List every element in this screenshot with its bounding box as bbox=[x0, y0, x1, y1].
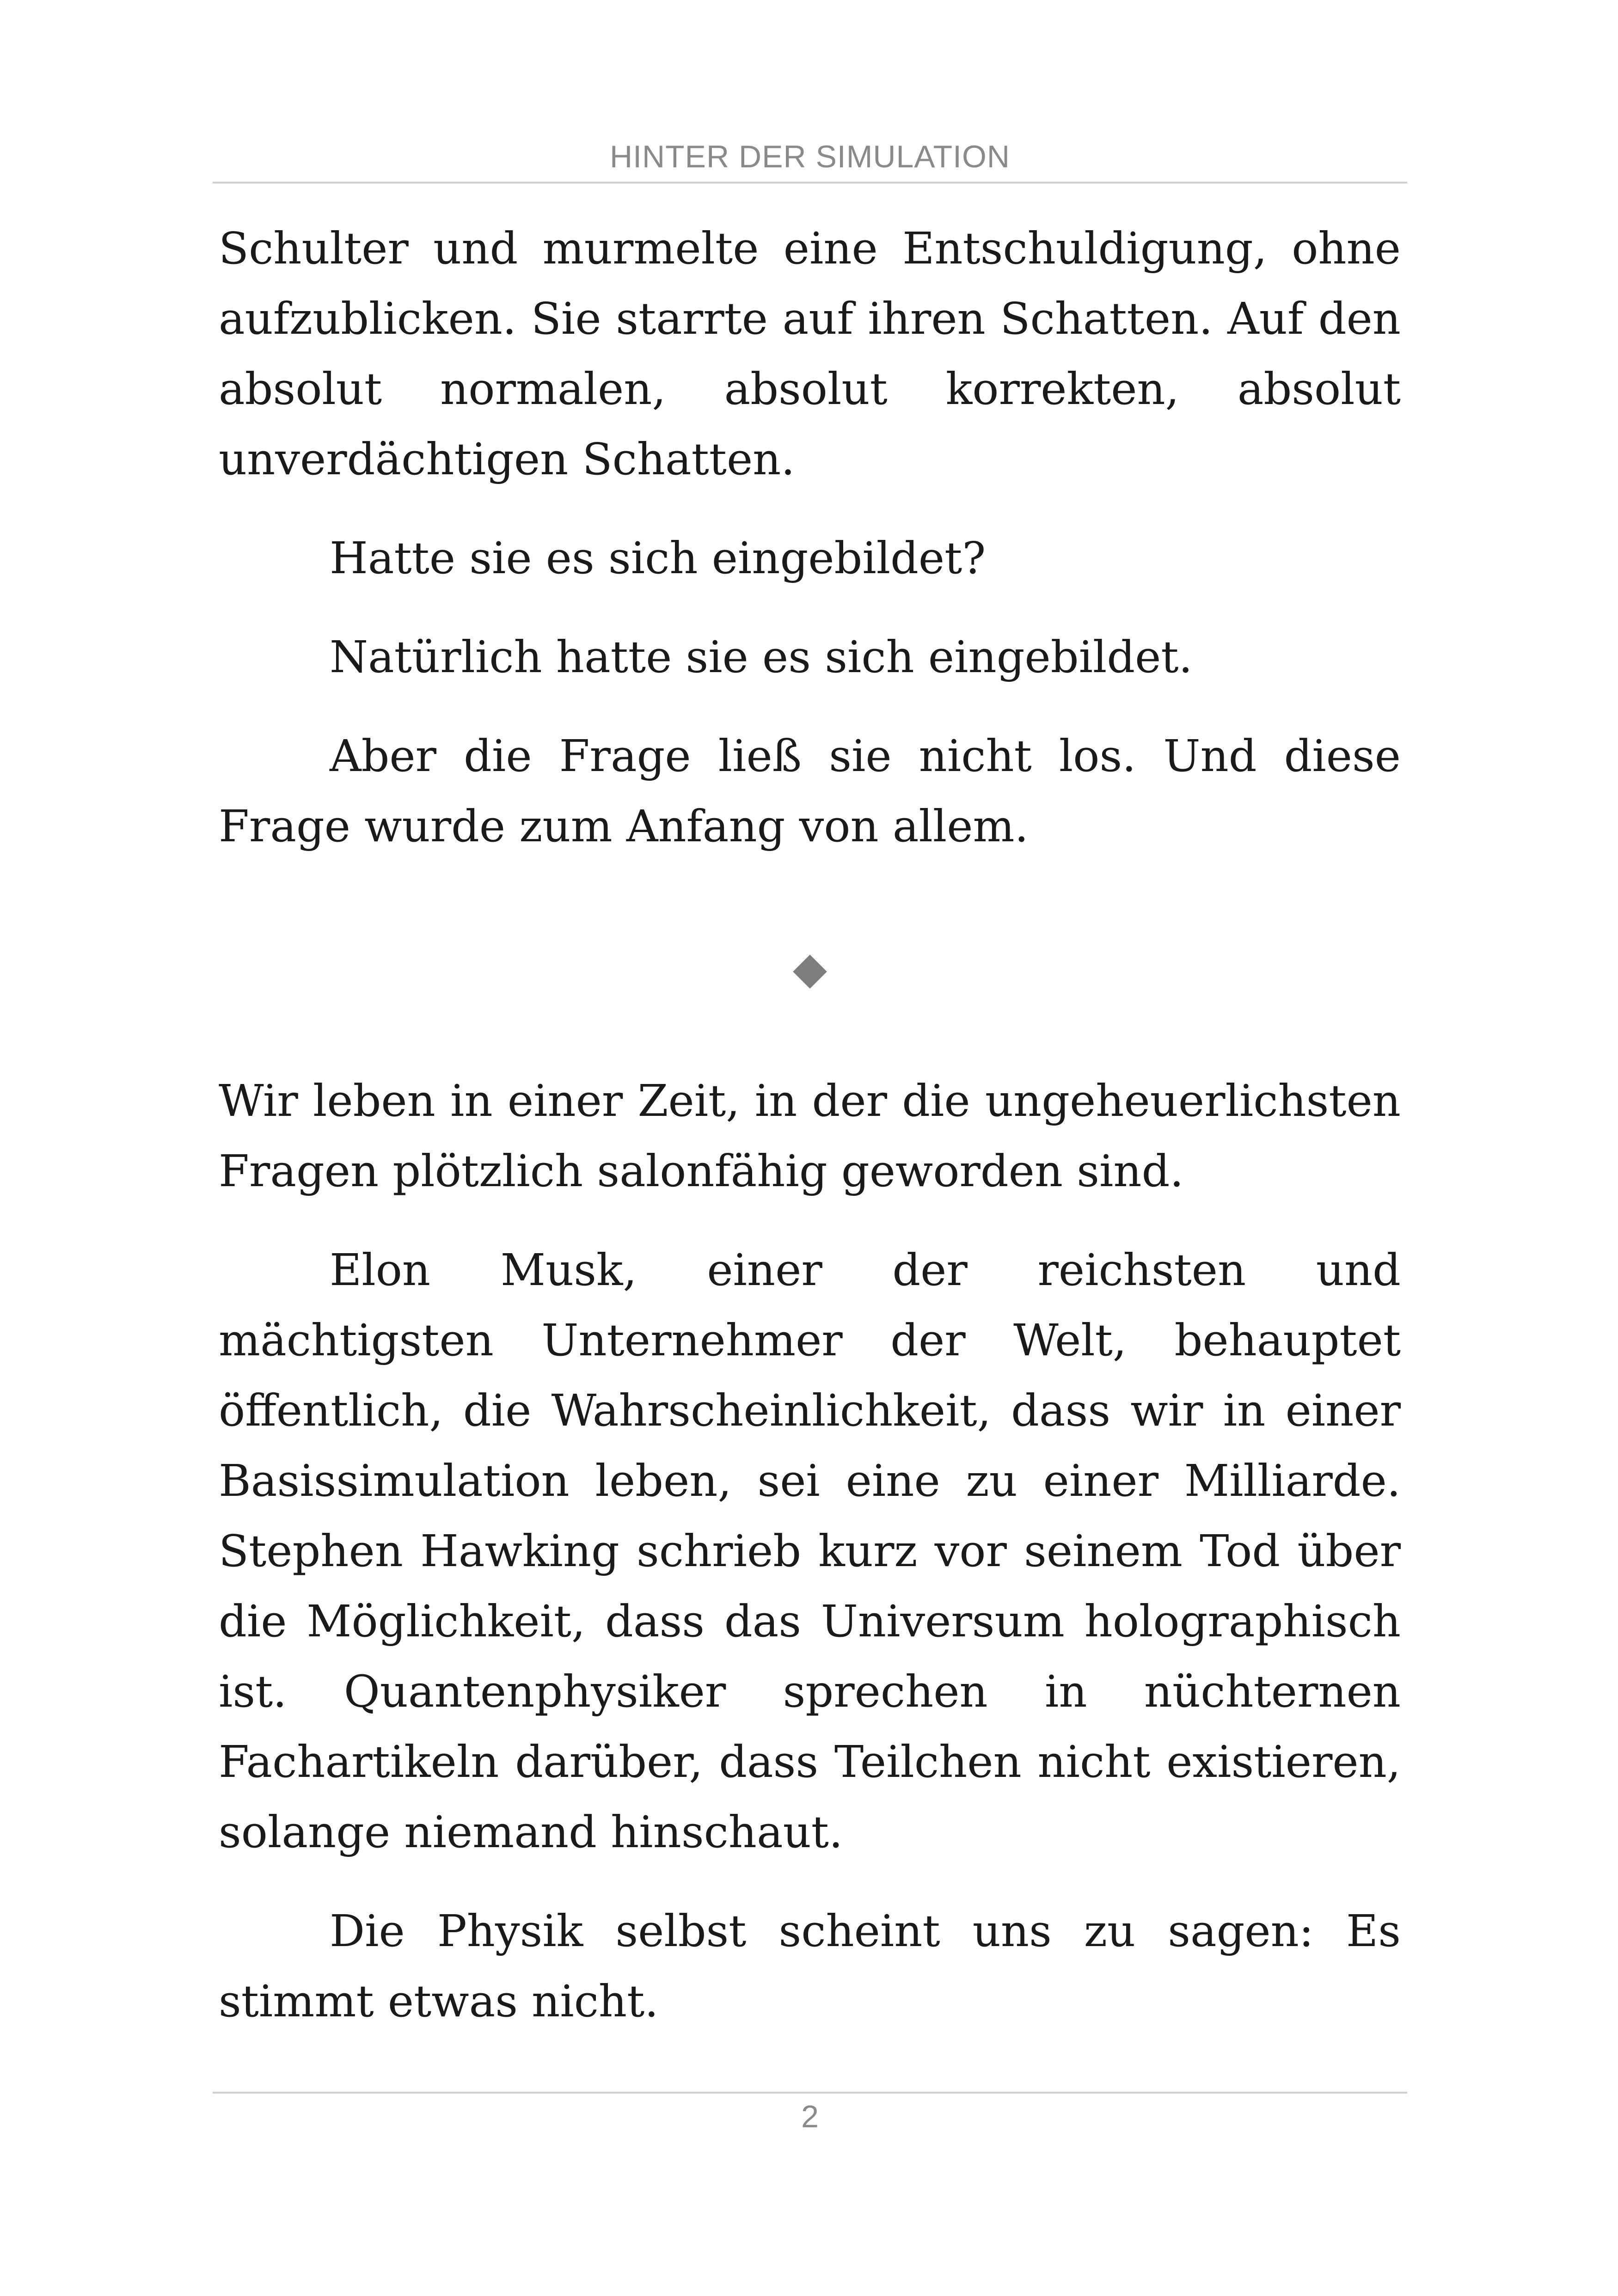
text-section-after bbox=[219, 1066, 1401, 2037]
paragraph: Wir leben in einer Zeit, in der die ungeheuerlichsten Fragen plötzlich salonfähig geworden sind. bbox=[219, 1076, 1401, 1197]
paragraph: Schulter und murmelte eine Entschuldigung, ohne aufzublicken. Sie starrte auf ihren Schatten. Auf den absolut normalen, absolut korrekten, absolut unverdächtigen Schatten. bbox=[219, 223, 1401, 485]
paragraph: Elon Musk, einer der reichsten und mächtigsten Unternehmer der Welt, behauptet öffentlich, die Wahrscheinlichkeit, dass wir in einer Basissimulation leben, sei eine zu einer Milliarde. Stephen Hawking schrieb kurz vor seinem Tod über die Möglichkeit, dass das Universum holographisch ist. Quantenphysiker sprechen in nüchternen Fachartikeln darüber, dass Teilchen nicht existieren, solange niemand hinschaut. bbox=[219, 1245, 1401, 1858]
header-rule bbox=[213, 182, 1407, 184]
running-header: HINTER DER SIMULATION bbox=[609, 139, 1011, 174]
diamond-icon bbox=[793, 955, 827, 989]
text-section-before bbox=[219, 214, 1401, 862]
footer-rule bbox=[213, 2092, 1407, 2094]
paragraph: Natürlich hatte sie es sich eingebildet. bbox=[330, 632, 1193, 683]
paragraph: Hatte sie es sich eingebildet? bbox=[330, 533, 986, 584]
paragraph: Aber die Frage ließ sie nicht los. Und diese Frage wurde zum Anfang von allem. bbox=[219, 731, 1401, 852]
paragraph: Die Physik selbst scheint uns zu sagen: Es stimmt etwas nicht. bbox=[219, 1906, 1401, 2027]
page-number: 2 bbox=[801, 2099, 819, 2134]
